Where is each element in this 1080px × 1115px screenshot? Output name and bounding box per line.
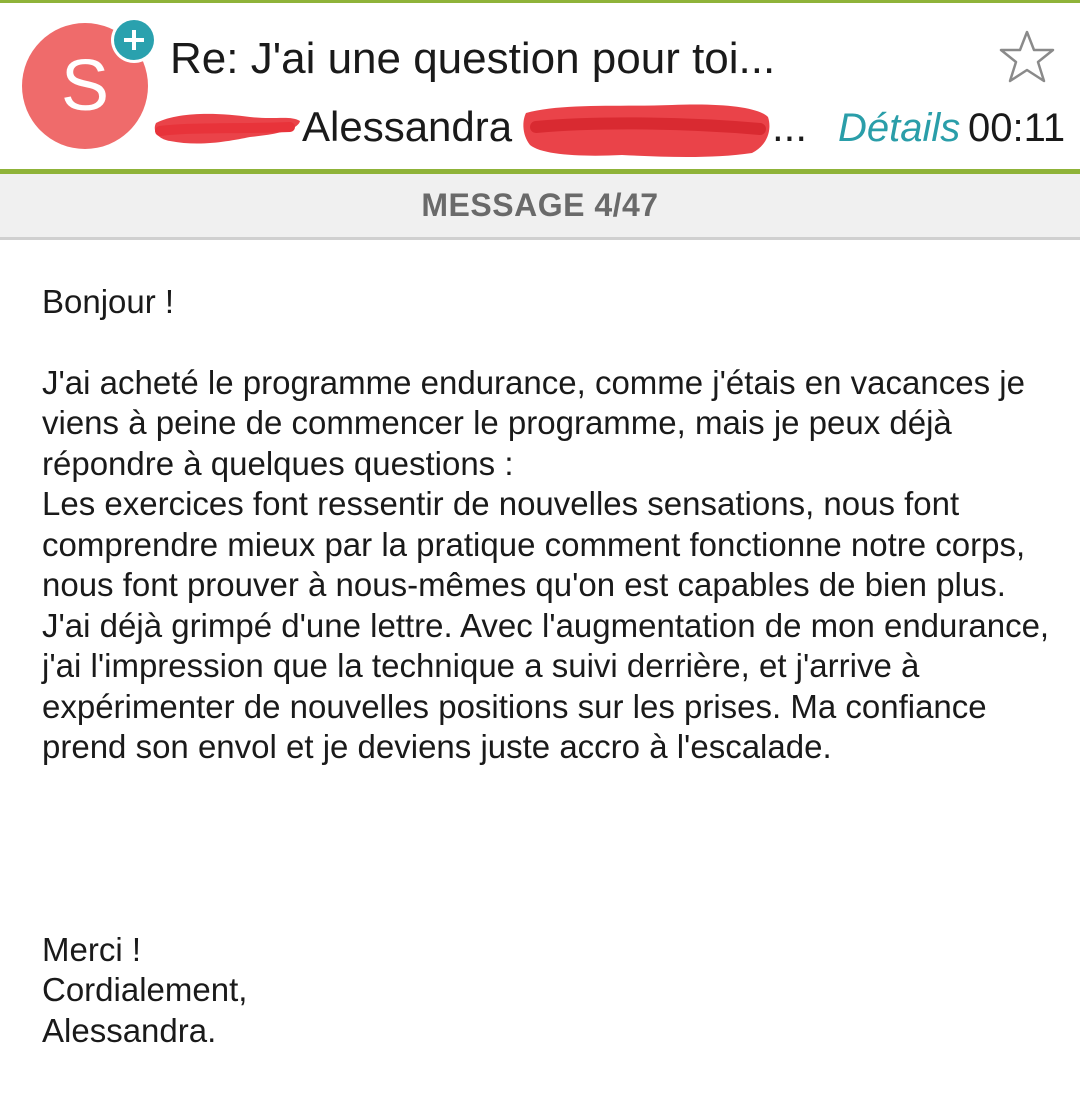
message-counter: MESSAGE 4/47 <box>421 187 659 223</box>
details-link[interactable]: Détails <box>838 106 961 150</box>
redaction-mark <box>522 99 774 161</box>
star-outline-icon <box>998 29 1056 85</box>
body-salutation: Cordialement, <box>42 971 248 1008</box>
body-spacer <box>42 323 1052 363</box>
email-header <box>0 3 1080 171</box>
body-spacer <box>42 768 1052 930</box>
body-signature: Alessandra. <box>42 1011 217 1049</box>
email-time: 00:11 <box>968 106 1066 150</box>
add-contact-button[interactable] <box>111 17 157 63</box>
sender-line[interactable] <box>150 99 810 159</box>
sender-truncation: ... <box>772 103 808 150</box>
body-closing: Merci ! <box>42 930 141 968</box>
body-paragraph-1: J'ai acheté le programme endurance, comme j'étais en vacances je viens à peine de commencer le programme, mais je peux déjà répondre à quelques questions : <box>42 363 1025 482</box>
favorite-star-button[interactable] <box>998 29 1056 85</box>
body-greeting: Bonjour ! <box>42 283 175 320</box>
avatar-letter: S <box>60 46 110 126</box>
body-paragraph-2: Les exercices font ressentir de nouvelles sensations, nous font comprendre mieux par la pratique comment fonctionne notre corps, nous font prouver à nous-mêmes qu'on est capables de bien plus. J'ai déjà grimpé d'une lettre. Avec l'augmentation de mon endurance, j'ai l'impression que la technique a suivi derrière, et j'arrive à expérimenter de nouvelles positions sur les prises. Ma confiance prend son envol et je deviens juste accro à l'escalade. <box>42 485 1050 765</box>
redaction-mark <box>150 101 310 157</box>
email-subject: Re: J'ai une question pour toi... <box>170 34 776 83</box>
message-counter-bar <box>0 174 1080 240</box>
sender-name: Alessandra <box>302 103 513 150</box>
email-body <box>42 282 1052 1051</box>
plus-circle-icon <box>114 20 154 60</box>
